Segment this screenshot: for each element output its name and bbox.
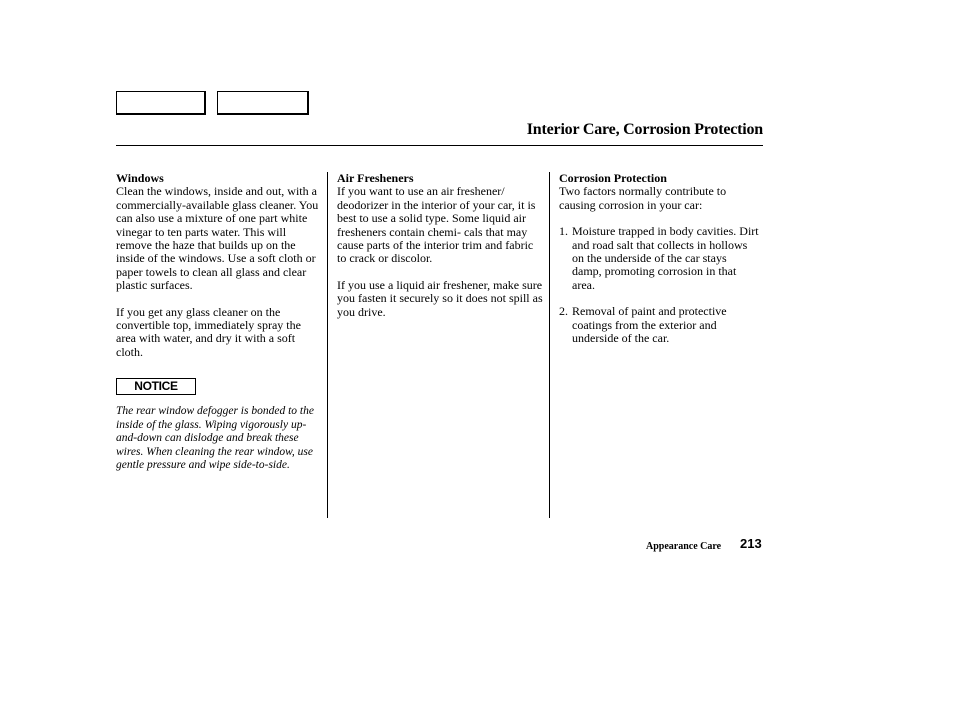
air-fresheners-column	[337, 172, 543, 332]
corrosion-factor-list	[559, 225, 759, 345]
air-fresheners-paragraph-1: If you want to use an air freshener/ deodorizer in the interior of your car, it is best to use a solid type. Some liquid air fresheners contain chemi- cals that may cause parts of the interior trim and fabric to crack or discolor.	[337, 184, 536, 266]
nav-tab-2[interactable]	[217, 91, 309, 115]
list-item-number: 2.	[559, 304, 568, 319]
windows-heading: Windows	[116, 171, 164, 185]
windows-paragraph-2: If you get any glass cleaner on the convertible top, immediately spray the area with water, and dry it with a soft cloth.	[116, 304, 301, 359]
list-item-text: Moisture trapped in body cavities. Dirt and road salt that collects in hollows on the underside of the car stays damp, promoting corrosion in that area.	[572, 224, 759, 292]
page-number: 213	[740, 536, 762, 551]
title-divider	[116, 145, 763, 146]
column-divider	[327, 172, 328, 518]
corrosion-heading: Corrosion Protection	[559, 171, 667, 185]
windows-column	[116, 172, 322, 472]
list-item-number: 1.	[559, 224, 568, 239]
air-fresheners-heading: Air Fresheners	[337, 171, 414, 185]
nav-tab-1[interactable]	[116, 91, 206, 115]
list-item-text: Removal of paint and protective coatings from the exterior and underside of the car.	[572, 304, 727, 346]
air-fresheners-paragraph-2: If you use a liquid air freshener, make sure you fasten it securely so it does not spill as you drive.	[337, 277, 543, 319]
corrosion-intro: Two factors normally contribute to causing corrosion in your car:	[559, 184, 727, 212]
list-item	[559, 225, 759, 292]
footer-section-name: Appearance Care	[646, 541, 722, 552]
corrosion-column	[559, 172, 759, 358]
notice-badge: NOTICE	[116, 378, 196, 395]
windows-paragraph-1: Clean the windows, inside and out, with a commercially-available glass cleaner. You can also use a mixture of one part white vinegar to ten parts water. This will remove the haze that builds up on the inside of the windows. Use a soft cloth or paper towels to clean all glass and clear plastic surfaces.	[116, 184, 319, 293]
page-title: Interior Care, Corrosion Protection	[526, 121, 763, 138]
notice-text: The rear window defogger is bonded to the inside of the glass. Wiping vigorously up-and-down can dislodge and break these wires. When cleaning the rear window, use gentle pressure and wipe side-to-side.	[116, 405, 314, 471]
list-item	[559, 305, 759, 345]
column-divider	[549, 172, 550, 518]
